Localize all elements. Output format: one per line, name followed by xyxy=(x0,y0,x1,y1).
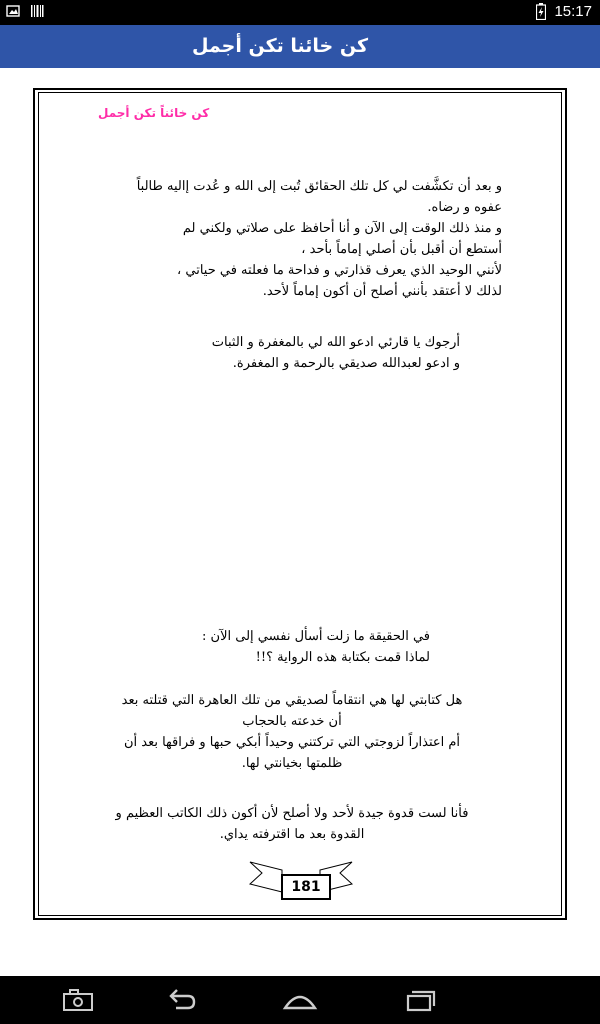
text-line: القدوة بعد ما اقترفته يداي. xyxy=(219,827,365,842)
text-line: فأنا لست قدوة جيدة لأحد ولا أصلح لأن أكون ذلك الكاتب العظيم و xyxy=(115,806,469,821)
text-line: عفوه و رضاه. xyxy=(427,200,502,215)
paragraph-3 xyxy=(150,626,430,668)
text-line: أرجوك يا قارئي ادعو الله لي بالمغفرة و الثبات xyxy=(211,335,460,350)
app-title: كن خائنا تكن أجمل xyxy=(191,35,368,57)
text-line: أن خدعته بالحجاب xyxy=(242,714,342,729)
recent-apps-icon[interactable] xyxy=(402,986,438,1014)
page-number: 181 xyxy=(281,874,331,900)
home-icon[interactable] xyxy=(282,986,318,1014)
paragraph-5 xyxy=(82,803,502,845)
text-line: لأنني الوحيد الذي يعرف قذارتي و فداحة ما فعلته في حياتي ، xyxy=(177,263,502,278)
text-line: و بعد أن تكشَّفت لي كل تلك الحقائق تُبت إلى الله و عُدت إاليه طالباً xyxy=(136,179,502,194)
paragraph-2 xyxy=(140,332,460,374)
text-line: في الحقيقة ما زلت أسأل نفسي إلى الآن : xyxy=(202,629,430,644)
image-notification-icon xyxy=(6,4,20,18)
text-line: و ادعو لعبدالله صديقي بالرحمة و المغفرة. xyxy=(232,356,460,371)
battery-charging-icon xyxy=(536,3,546,20)
text-line: و منذ ذلك الوقت إلى الآن و أنا أحافظ على صلاتي ولكني لم xyxy=(182,221,502,236)
screenshot-icon[interactable] xyxy=(60,986,96,1014)
text-line: لذلك لا أعتقد بأنني أصلح أن أكون إماماً لأحد. xyxy=(262,284,502,299)
text-line: ظلمتها بخيانتي لها. xyxy=(241,756,343,771)
page-header: كن خائناً تكن أجمل xyxy=(98,106,210,120)
text-line: لماذا قمت بكتابة هذه الرواية ؟!! xyxy=(255,650,430,665)
book-page-view[interactable] xyxy=(0,68,600,976)
status-bar xyxy=(0,0,600,25)
back-icon[interactable] xyxy=(162,986,198,1014)
clock: 15:17 xyxy=(554,3,592,20)
navigation-bar xyxy=(0,976,600,1024)
notification-icons xyxy=(6,4,44,18)
text-line: أستطع أن أقبل بأن أصلي إماماً بأحد ، xyxy=(301,242,502,257)
paragraph-1 xyxy=(82,176,502,302)
paragraph-4 xyxy=(82,690,502,774)
barcode-notification-icon xyxy=(30,4,44,18)
app-bar xyxy=(0,25,600,68)
text-line: أم اعتذاراً لزوجتي التي تركتني وحيداً أبكي حبها و فراقها بعد أن xyxy=(123,735,461,750)
text-line: هل كتابتي لها هي انتقاماً لصديقي من تلك العاهرة التي قتلته بعد xyxy=(121,693,463,708)
